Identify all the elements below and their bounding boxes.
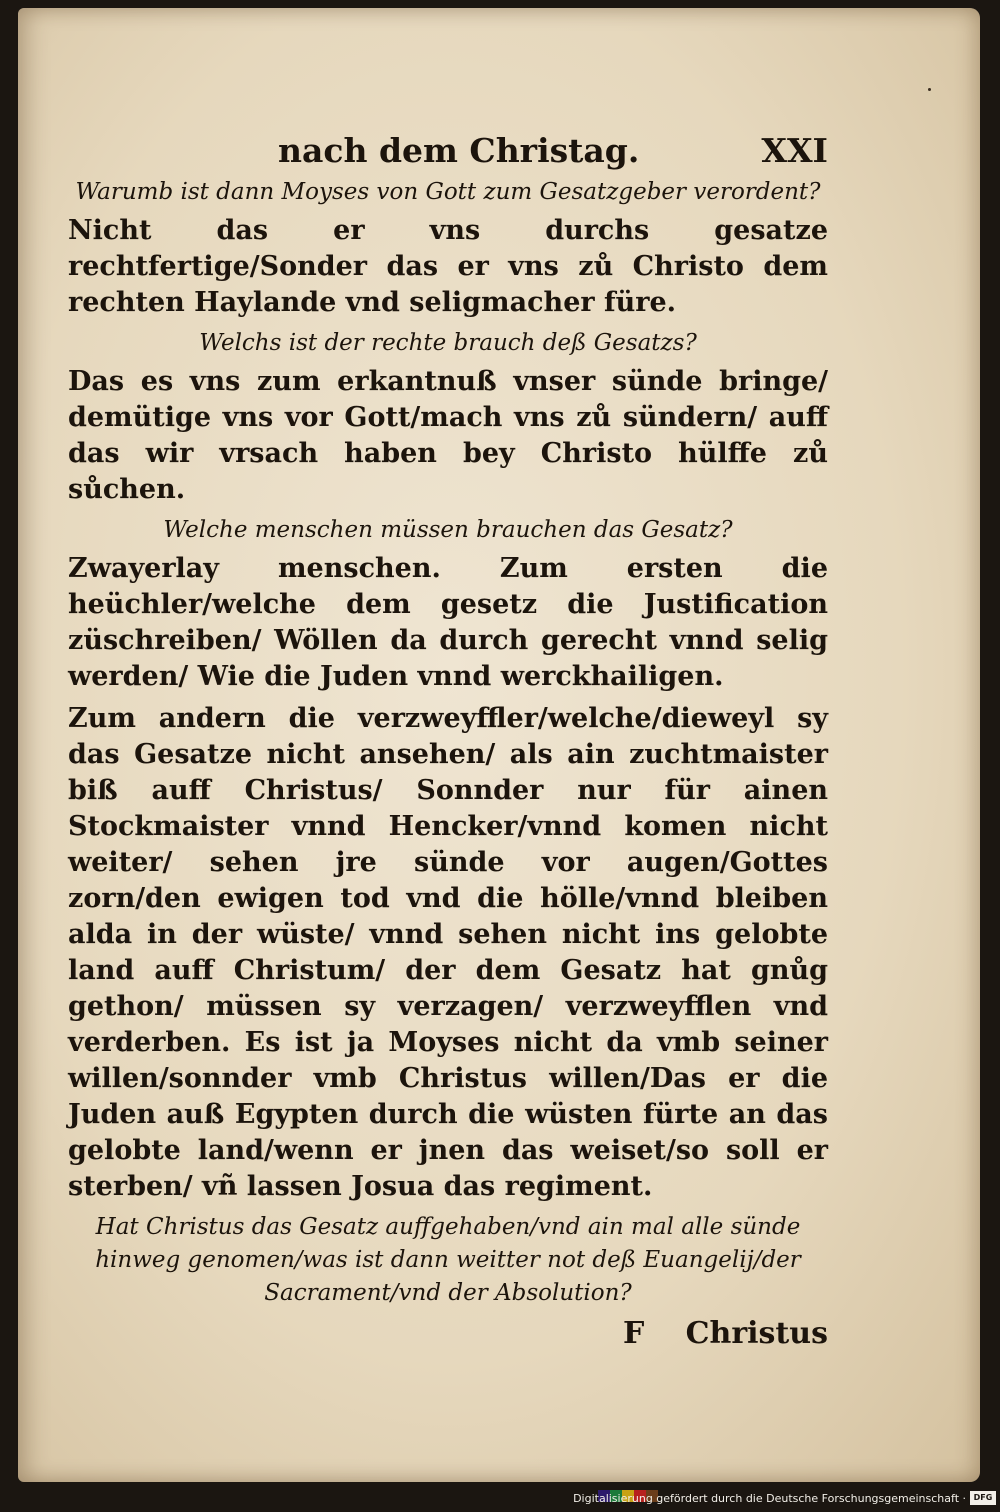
section-heading: Warumb ist dann Moyses von Gott zum Gesatzgeber verordent?	[75, 179, 821, 205]
dfg-logo: DFG	[970, 1491, 996, 1505]
digitization-credit: Digitalisierung gefördert durch die Deutsche Forschungsgemeinschaft ·	[573, 1492, 966, 1505]
text-block	[68, 128, 828, 1360]
page-footer	[68, 1316, 828, 1360]
paragraph: Zwayerlay menschen. Zum ersten die heüchler/welche dem gesetz die Justification züschreiben/ Wöllen da durch gerecht vnnd selig werden/ Wie die Juden vnnd werckhailigen.	[68, 553, 828, 692]
paragraph: Zum andern die verzweyffler/welche/dieweyl sy das Gesatze nicht ansehen/ als ain zuchtmaister biß auff Christus/ Sonnder nur für ainen Stockmaister vnnd Hencker/vnnd komen nicht weiter/ sehen jre sünde vor augen/Gottes zorn/den ewigen tod vnd die hölle/vnnd bleiben alda in der wüste/ vnnd sehen nicht ins gelobte land auff Christum/ der dem Gesatz hat gnůg gethon/ müssen sy verzagen/ verzweyfflen vnd verderben. Es ist ja Moyses nicht da vmb seiner willen/sonnder vmb Christus willen/Das er die Juden auß Egypten durch die wüsten fürte an das gelobte land/wenn er jnen das weiset/so soll er sterben/ vñ lassen Josua das regiment.	[68, 703, 828, 1202]
section-heading: Hat Christus das Gesatz auffgehaben/vnd ain mal alle sünde hinweg genomen/was ist dann weitter not deß Euangelij/der Sacrament/vnd der Absolution?	[95, 1214, 801, 1306]
catchword: Christus	[685, 1316, 828, 1351]
folio-number: XXI	[761, 131, 828, 170]
section-heading: Welchs ist der rechte brauch deß Gesatzs?	[199, 330, 697, 356]
signature-mark: F	[623, 1316, 645, 1351]
section-heading: Welche menschen müssen brauchen das Gesatz?	[163, 517, 733, 543]
running-head: nach dem Christag.	[278, 131, 640, 170]
paragraph: Nicht das er vns durchs gesatze rechtfertige/Sonder das er vns zů Christo dem rechten Haylande vnd seligmacher füre.	[68, 215, 828, 318]
paragraph: Das es vns zum erkantnuß vnser sünde bringe/ demütige vns vor Gott/mach vns zů sündern/ auff das wir vrsach haben bey Christo hülffe zů sůchen.	[68, 366, 828, 505]
paper-speck	[928, 88, 931, 91]
page-header	[68, 128, 828, 174]
book-page	[18, 8, 980, 1482]
